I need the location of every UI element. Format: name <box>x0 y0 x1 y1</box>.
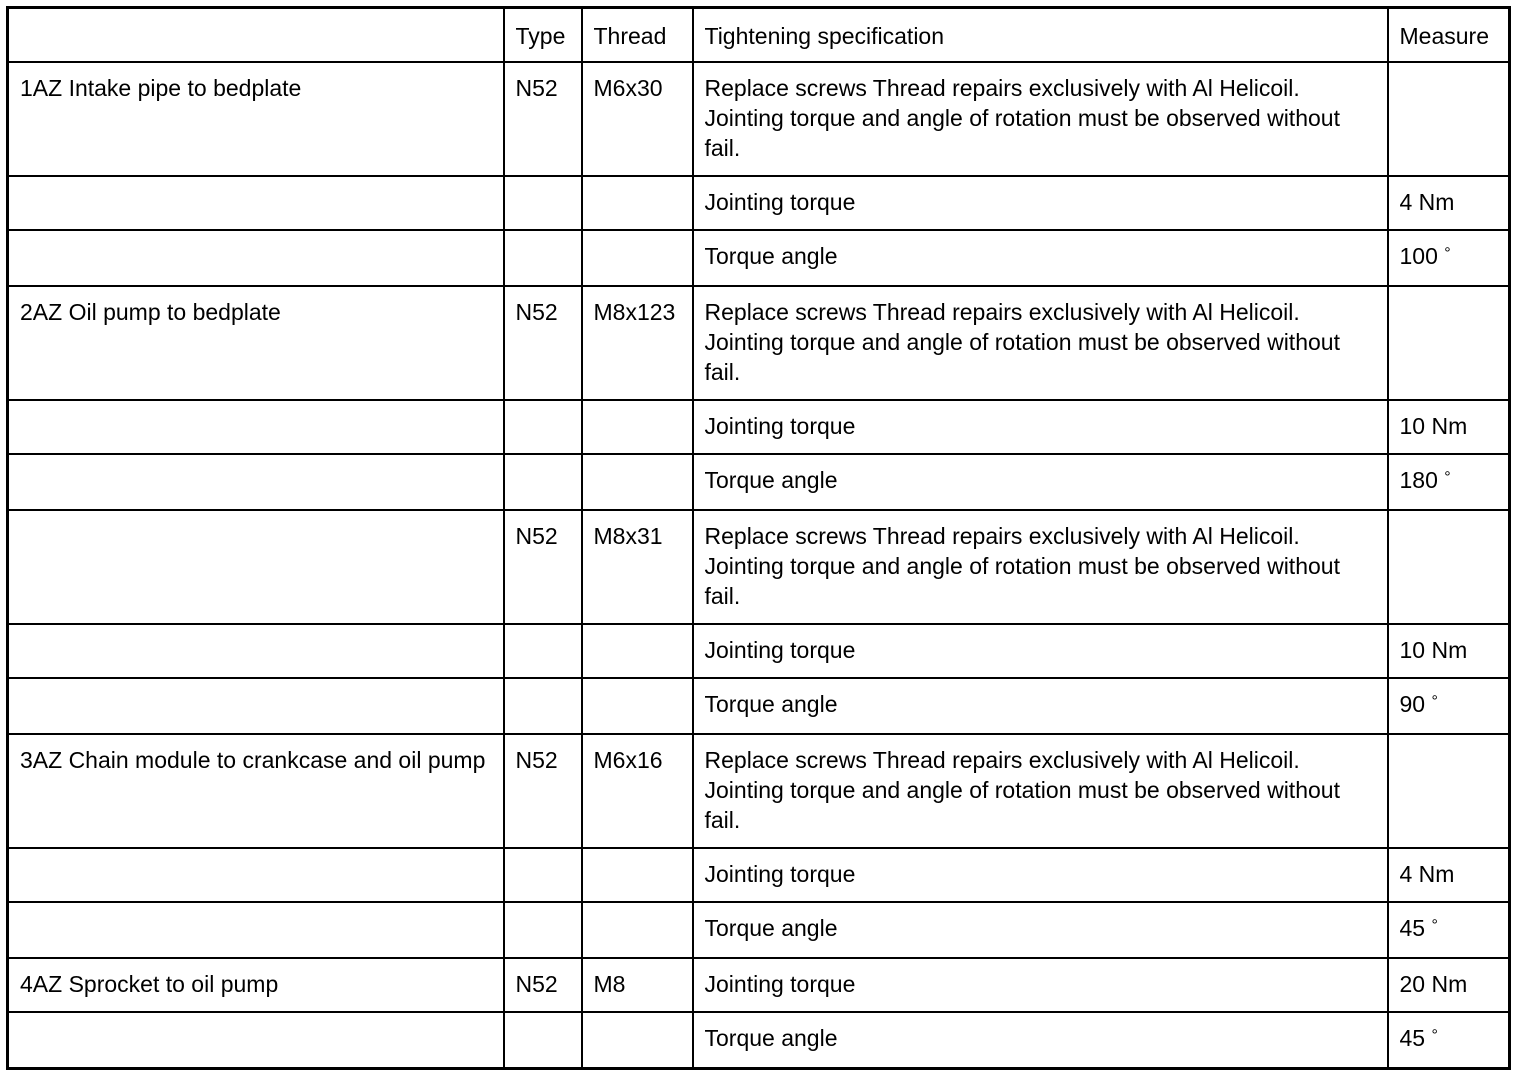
cell-type: N52 <box>504 958 582 1012</box>
cell-type: N52 <box>504 62 582 176</box>
cell-spec: Jointing torque <box>693 176 1388 230</box>
measure-value: 45 <box>1399 1025 1426 1051</box>
table-row <box>8 400 1510 454</box>
cell-spec: Replace screws Thread repairs exclusively with Al Helicoil. Jointing torque and angle of rotation must be observed without fail. <box>693 510 1388 624</box>
cell-thread <box>582 678 693 734</box>
header-measure: Measure <box>1388 8 1510 63</box>
cell-type: N52 <box>504 286 582 400</box>
cell-component <box>8 176 504 230</box>
cell-spec: Replace screws Thread repairs exclusively with Al Helicoil. Jointing torque and angle of rotation must be observed without fail. <box>693 62 1388 176</box>
cell-measure <box>1388 286 1510 400</box>
cell-type <box>504 678 582 734</box>
cell-spec: Jointing torque <box>693 848 1388 902</box>
measure-value: 100 <box>1399 243 1438 269</box>
cell-component <box>8 230 504 286</box>
cell-thread <box>582 1012 693 1069</box>
cell-measure <box>1388 230 1510 286</box>
measure-value: 45 <box>1399 915 1426 941</box>
table-row <box>8 510 1510 624</box>
table-body <box>8 62 1510 1069</box>
cell-spec: Torque angle <box>693 1012 1388 1069</box>
table-row <box>8 176 1510 230</box>
cell-type <box>504 902 582 958</box>
header-component <box>8 8 504 63</box>
table-row <box>8 734 1510 848</box>
cell-measure <box>1388 678 1510 734</box>
cell-component: 4AZ Sprocket to oil pump <box>8 958 504 1012</box>
cell-type <box>504 624 582 678</box>
cell-type <box>504 454 582 510</box>
cell-type <box>504 848 582 902</box>
tightening-spec-table <box>6 6 1511 1070</box>
cell-spec: Torque angle <box>693 454 1388 510</box>
cell-component: 2AZ Oil pump to bedplate <box>8 286 504 400</box>
cell-type <box>504 176 582 230</box>
cell-thread <box>582 624 693 678</box>
cell-measure <box>1388 62 1510 176</box>
cell-thread <box>582 230 693 286</box>
cell-type: N52 <box>504 734 582 848</box>
degree-unit: ° <box>1444 469 1451 486</box>
table-row <box>8 902 1510 958</box>
cell-thread: M8 <box>582 958 693 1012</box>
cell-spec: Torque angle <box>693 902 1388 958</box>
cell-component <box>8 848 504 902</box>
cell-component: 3AZ Chain module to crankcase and oil pump <box>8 734 504 848</box>
cell-spec: Replace screws Thread repairs exclusively with Al Helicoil. Jointing torque and angle of rotation must be observed without fail. <box>693 734 1388 848</box>
table-row <box>8 624 1510 678</box>
cell-type <box>504 400 582 454</box>
cell-component <box>8 1012 504 1069</box>
measure-value: 10 Nm <box>1399 637 1468 663</box>
cell-spec: Jointing torque <box>693 958 1388 1012</box>
header-type: Type <box>504 8 582 63</box>
cell-measure <box>1388 176 1510 230</box>
measure-value: 4 Nm <box>1399 189 1455 215</box>
cell-thread <box>582 400 693 454</box>
cell-component <box>8 510 504 624</box>
cell-thread <box>582 176 693 230</box>
header-thread: Thread <box>582 8 693 63</box>
cell-type <box>504 1012 582 1069</box>
cell-thread <box>582 454 693 510</box>
cell-component <box>8 454 504 510</box>
header-spec: Tightening specification <box>693 8 1388 63</box>
measure-value: 180 <box>1399 467 1438 493</box>
table-row <box>8 454 1510 510</box>
cell-type <box>504 230 582 286</box>
cell-spec: Torque angle <box>693 230 1388 286</box>
cell-component <box>8 624 504 678</box>
degree-unit: ° <box>1431 917 1438 934</box>
cell-thread: M6x30 <box>582 62 693 176</box>
table-row <box>8 286 1510 400</box>
table-row <box>8 62 1510 176</box>
table-header-row <box>8 8 1510 63</box>
table-row <box>8 1012 1510 1069</box>
measure-value: 20 Nm <box>1399 971 1468 997</box>
cell-measure <box>1388 454 1510 510</box>
cell-measure <box>1388 1012 1510 1069</box>
measure-value: 4 Nm <box>1399 861 1455 887</box>
measure-value: 90 <box>1399 691 1426 717</box>
cell-spec: Replace screws Thread repairs exclusively with Al Helicoil. Jointing torque and angle of rotation must be observed without fail. <box>693 286 1388 400</box>
cell-thread <box>582 902 693 958</box>
table-row <box>8 848 1510 902</box>
table-row <box>8 678 1510 734</box>
cell-spec: Jointing torque <box>693 624 1388 678</box>
measure-value: 10 Nm <box>1399 413 1468 439</box>
cell-component <box>8 678 504 734</box>
cell-spec: Torque angle <box>693 678 1388 734</box>
cell-component <box>8 902 504 958</box>
degree-unit: ° <box>1444 245 1451 262</box>
cell-measure <box>1388 624 1510 678</box>
cell-thread: M6x16 <box>582 734 693 848</box>
cell-measure <box>1388 958 1510 1012</box>
cell-measure <box>1388 848 1510 902</box>
cell-measure <box>1388 734 1510 848</box>
cell-spec: Jointing torque <box>693 400 1388 454</box>
cell-component: 1AZ Intake pipe to bedplate <box>8 62 504 176</box>
degree-unit: ° <box>1431 1027 1438 1044</box>
cell-thread: M8x123 <box>582 286 693 400</box>
cell-measure <box>1388 400 1510 454</box>
degree-unit: ° <box>1431 693 1438 710</box>
cell-measure <box>1388 510 1510 624</box>
cell-thread: M8x31 <box>582 510 693 624</box>
cell-component <box>8 400 504 454</box>
table-row <box>8 230 1510 286</box>
table-row <box>8 958 1510 1012</box>
cell-measure <box>1388 902 1510 958</box>
cell-type: N52 <box>504 510 582 624</box>
cell-thread <box>582 848 693 902</box>
